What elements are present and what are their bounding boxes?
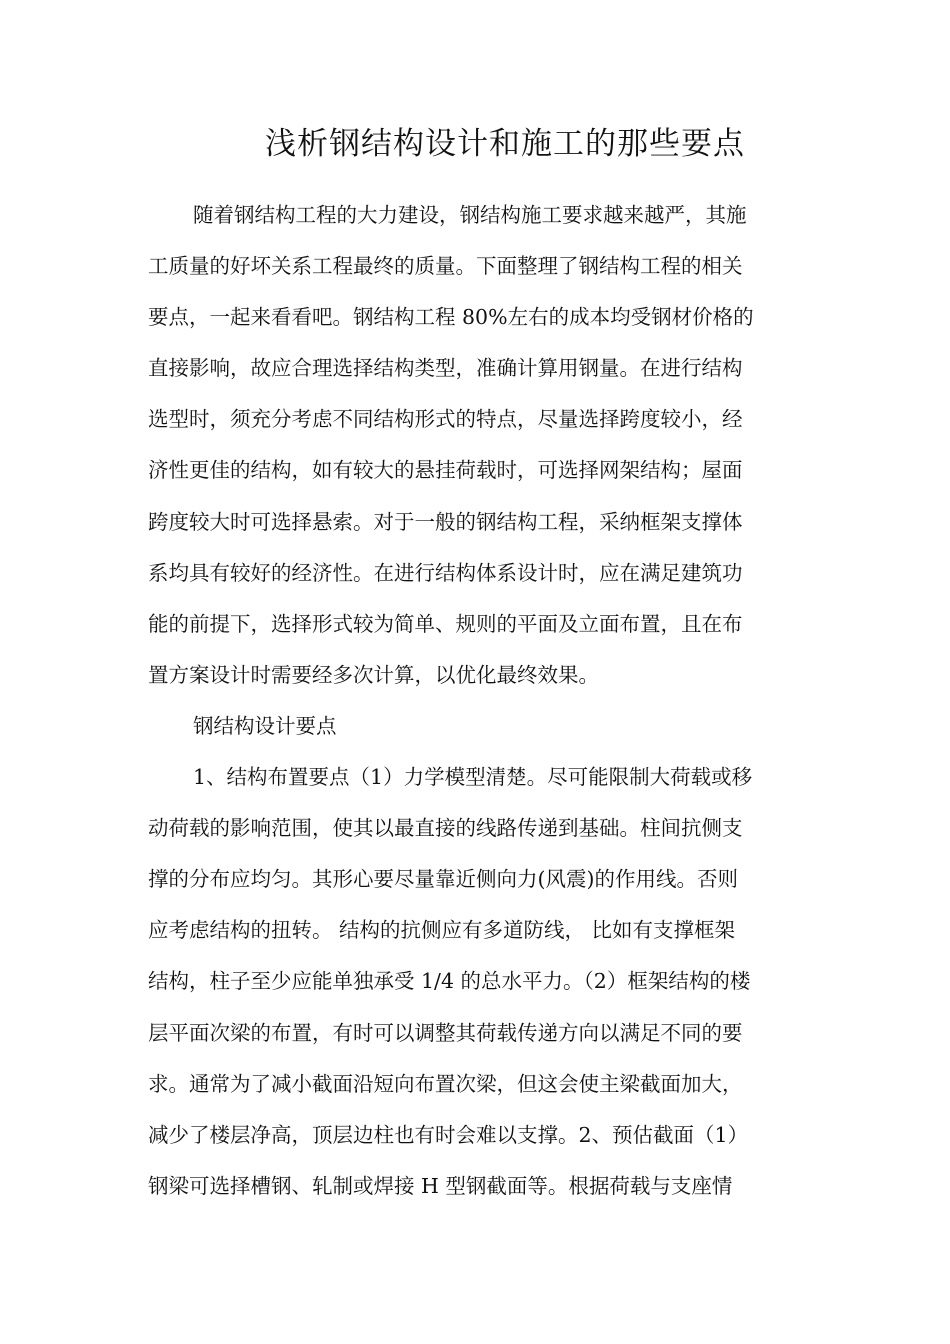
text-line: 直接影响，故应合理选择结构类型，准确计算用钢量。在进行结构 bbox=[148, 356, 743, 381]
text-line: 要点，一起来看看吧。钢结构工程 80%左右的成本均受钢材价格的 bbox=[148, 305, 754, 330]
text-line: 随着钢结构工程的大力建设，钢结构施工要求越来越严，其施 bbox=[193, 203, 747, 227]
document-body bbox=[148, 195, 808, 1217]
text-line: 能的前提下，选择形式较为简单、规则的平面及立面布置，且在布 bbox=[148, 611, 743, 636]
text-line: 动荷载的影响范围，使其以最直接的线路传递到基础。柱间抗侧支 bbox=[148, 816, 743, 841]
text-line: 工质量的好坏关系工程最终的质量。下面整理了钢结构工程的相关 bbox=[148, 254, 743, 279]
text-line: 系均具有较好的经济性。在进行结构体系设计时，应在满足建筑功 bbox=[148, 560, 743, 585]
text-line: 济性更佳的结构，如有较大的悬挂荷载时，可选择网架结构；屋面 bbox=[148, 458, 743, 483]
text-line: 结构，柱子至少应能单独承受 1/4 的总水平力。（2）框架结构的楼 bbox=[148, 969, 751, 994]
text-line: 钢结构设计要点 bbox=[193, 713, 337, 738]
text-line: 撑的分布应均匀。其形心要尽量靠近侧向力(风震)的作用线。否则 bbox=[148, 867, 738, 892]
text-line: 应考虑结构的扭转。 结构的抗侧应有多道防线， 比如有支撑框架 bbox=[148, 918, 736, 943]
document-title: 浅析钢结构设计和施工的那些要点 bbox=[265, 126, 745, 162]
text-line: 求。通常为了减小截面沿短向布置次梁，但这会使主梁截面加大， bbox=[148, 1071, 743, 1096]
text-line: 层平面次梁的布置，有时可以调整其荷载传递方向以满足不同的要 bbox=[148, 1020, 743, 1045]
text-line: 选型时，须充分考虑不同结构形式的特点，尽量选择跨度较小，经 bbox=[148, 407, 743, 432]
text-line: 减少了楼层净高，顶层边柱也有时会难以支撑。2、预估截面（1） bbox=[148, 1122, 749, 1147]
text-line: 跨度较大时可选择悬索。对于一般的钢结构工程，采纳框架支撑体 bbox=[148, 509, 743, 534]
text-line: 置方案设计时需要经多次计算，以优化最终效果。 bbox=[148, 662, 599, 687]
text-line: 1、结构布置要点（1）力学模型清楚。尽可能限制大荷载或移 bbox=[193, 765, 753, 790]
text-line: 钢梁可选择槽钢、轧制或焊接 H 型钢截面等。根据荷载与支座情 bbox=[148, 1173, 733, 1198]
